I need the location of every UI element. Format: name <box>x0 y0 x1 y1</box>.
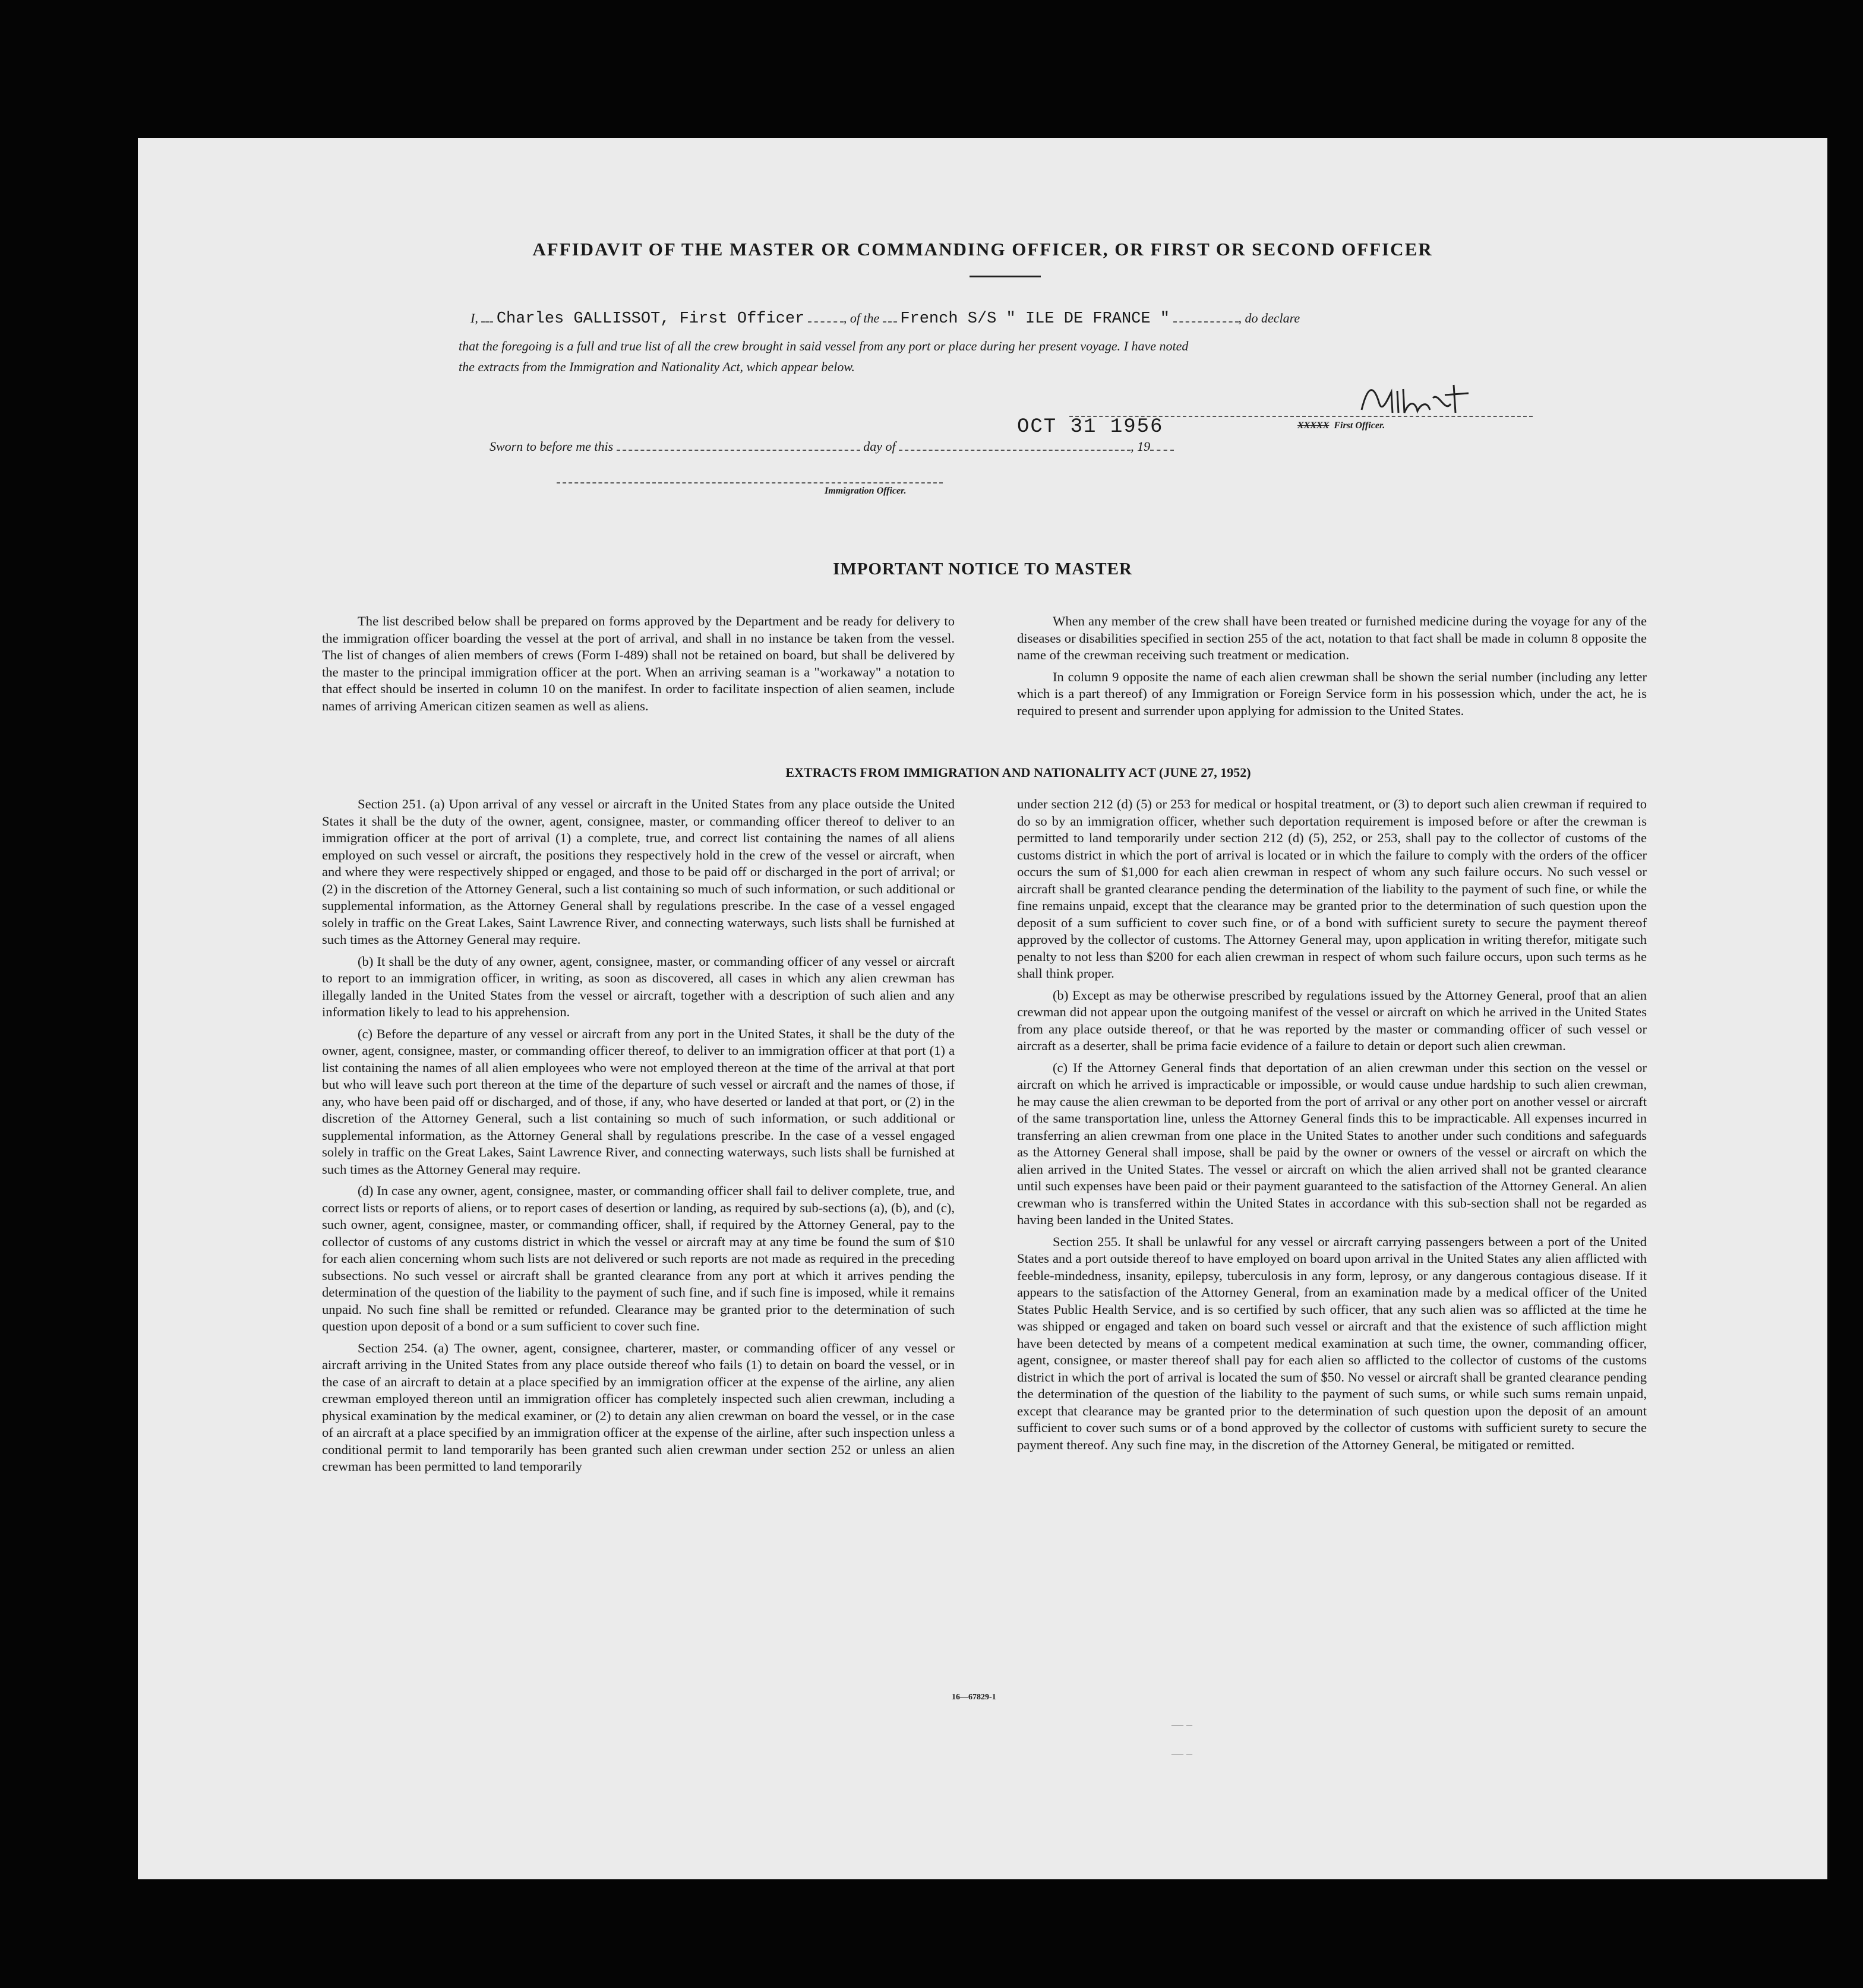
sworn-line <box>490 439 1174 454</box>
section-254-b: (b) Except as may be otherwise prescribed by regulations issued by the Attorney General, proof that an alien crewman did not appear upon the outgoing manifest of the vessel or aircraft on which he arrived in the United States from any place outside thereof, or that he was reported by the master or commanding officer of such vessel or aircraft as a deserter, shall be prima facie evidence of a failure to detain or deport such alien crewman. <box>1017 987 1647 1053</box>
section-254-c: (c) If the Attorney General finds that deportation of an alien crewman under this section on the vessel or aircraft on which he arrived is impracticable or impossible, or would cause undue hardship to such alien crewman, he may cause the alien crewman to be deported from the port of arrival or any other port on another vessel or aircraft of the same transportation line, unless the Attorney General finds this to be impracticable. All expenses incurred in transferring an alien crewman from one place in the United States to another under such conditions and safeguards as the Attorney General shall impose, shall be paid by the owner or owners of the vessel or aircraft on which the alien arrived in the United States. The vessel or aircraft on which the alien arrived shall not be granted clearance until such expenses have been paid or their payment guaranteed to the satisfaction of the Attorney General. An alien crewman who is transferred within the United States in accordance with this sub-section shall not be regarded as having been landed in the United States. <box>1017 1060 1647 1227</box>
scan-marks: –– – <box>1172 1718 1192 1731</box>
first-officer-caption <box>1297 421 1385 431</box>
affidavit-title: AFFIDAVIT OF THE MASTER OR COMMANDING OFFICER, OR FIRST OR SECOND OFFICER <box>532 239 1433 260</box>
of-the-label: , of the <box>843 311 880 325</box>
section-254-a-continued: under section 212 (d) (5) or 253 for medical or hospital treatment, or (3) to deport such alien crewman if required to do so by an immigration officer, whether such deportation requirement is imposed before or after the crewman is permitted to land temporarily under section 212 (d) (5), 252, or 253, shall pay to the collector of customs of the customs district in which the port of arrival is located or in which the failure to comply with the orders of the officer occurs the sum of $1,000 for each alien crewman in respect of whom any such failure occurs. No such vessel or aircraft shall be granted clearance pending the determination of the liability to the payment of such fine, or while the fine remains unpaid, except that the clearance may be granted prior to the determination of such question upon the deposit of a sum sufficient to cover such fine, or of a bond with sufficient surety to secure the payment thereof approved by the collector of customs. The Attorney General may, upon application in writing therefor, mitigate such penalty to not less than $200 for each alien crewman in respect of whom such failure occurs, upon such terms as he shall think proper. <box>1017 797 1647 981</box>
extracts-left-column <box>322 796 955 1480</box>
officer-caption: First Officer. <box>1334 421 1385 431</box>
notice-right-paragraph-1: When any member of the crew shall have been treated or furnished medicine during the voyage for any of the diseases or disabilities specified in section 255 of the act, notation to that fact shall be made in column 8 opposite the name of the crewman receiving such treatment or medication. <box>1017 614 1647 662</box>
sworn-label: Sworn to before me this <box>490 439 614 454</box>
immigration-signature-line <box>557 482 943 483</box>
extracts-right-column <box>1017 796 1647 1458</box>
title-rule <box>970 276 1041 277</box>
notice-right-column <box>1017 613 1647 724</box>
vessel-name-field: French S/S " ILE DE FRANCE " <box>900 310 1170 328</box>
year-label: , 19 <box>1131 439 1151 454</box>
date-stamp: OCT 31 1956 <box>1017 416 1164 438</box>
notice-left-column <box>322 613 955 719</box>
day-of-label: day of <box>863 439 896 454</box>
handwritten-signature <box>1356 380 1498 422</box>
section-251-b: (b) It shall be the duty of any owner, agent, consignee, master, or commanding officer of any vessel or aircraft to report to an immigration officer, in writing, as soon as discovered, all cases in which any alien crewman has illegally landed in the United States from the vessel or aircraft, together with a description of such alien and any information likely to lead to his apprehension. <box>322 953 955 1019</box>
officer-name-field: Charles GALLISSOT, First Officer <box>496 310 805 328</box>
declaration-line-1 <box>471 310 1300 328</box>
section-251-c: (c) Before the departure of any vessel or aircraft from any port in the United States, it shall be the duty of the owner, agent, consignee, master, or commanding officer thereof, to deliver to an immigration officer at that port (1) a list containing the names of all alien employees who were not employed thereon at the time of the arrival at that port but who will leave such port thereon at the time of the departure of such vessel or aircraft and the names of those, if any, who have been paid off or discharged, and of those, if any, who have deserted or landed at that port, or (2) in the discretion of the Attorney General, such a list containing so much of such information, or such additional or supplemental information, as the Attorney General shall by regulations prescribe. In the case of a vessel engaged solely in traffic on the Great Lakes, Saint Lawrence River, and connecting waterways, such lists shall be furnished at such times as the Attorney General may require. <box>322 1026 955 1177</box>
section-254-a: Section 254. (a) The owner, agent, consignee, charterer, master, or commanding officer of any vessel or aircraft arriving in the United States from any place outside thereof who fails (1) to detain on board the vessel, or in the case of an aircraft to detain at a place specified by an immigration officer at the expense of the airline, any alien crewman employed thereon until an immigration officer has completely inspected such alien crewman, including a physical examination by the medical examiner, or (2) to detain any alien crewman on board the vessel, or in the case of an aircraft at a place specified by an immigration officer at the expense of the airline, after such inspection unless a conditional permit to land temporarily has been granted such alien crewman under section 252 or unless an alien crewman has been permitted to land temporarily <box>322 1340 955 1474</box>
struck-title: XXXXX <box>1297 421 1330 431</box>
immigration-officer-caption: Immigration Officer. <box>825 486 907 496</box>
i-label: I, <box>471 311 478 325</box>
scan-marks: –– – <box>1172 1747 1192 1761</box>
notice-left-paragraph: The list described below shall be prepared on forms approved by the Department and be ready for delivery to the immigration officer boarding the vessel at the port of arrival, and shall in no instance be taken from the vessel. The list of changes of alien members of crews (Form I-489) shall not be retained on board, but shall be delivered by the master to the principal immigration officer at the port. When an arriving seaman is a "workaway" a notation to that effect should be inserted in column 10 on the manifest. In order to facilitate inspection of alien seamen, include names of arriving American citizen seamen as well as aliens. <box>322 614 955 713</box>
notice-heading: IMPORTANT NOTICE TO MASTER <box>833 560 1132 579</box>
declaration-line-3: the extracts from the Immigration and Nationality Act, which appear below. <box>459 359 855 374</box>
declaration-line-2: that the foregoing is a full and true list of all the crew brought in said vessel from any port or place during her present voyage. I have noted <box>459 339 1189 353</box>
document-sheet <box>138 138 1827 1879</box>
do-declare-label: , do declare <box>1238 311 1300 325</box>
extracts-heading: EXTRACTS FROM IMMIGRATION AND NATIONALITY ACT (JUNE 27, 1952) <box>785 765 1251 780</box>
section-251-a: Section 251. (a) Upon arrival of any vessel or aircraft in the United States from any place outside the United States it shall be the duty of the owner, agent, consignee, master, or commanding officer thereof to deliver to an immigration officer at the port of arrival (1) a complete, true, and correct list containing the names of all aliens employed on such vessel or aircraft, the positions they respectively hold in the crew of the vessel or aircraft, when and where they were respectively shipped or engaged, and those to be paid off or discharged in the port of arrival; or (2) in the discretion of the Attorney General, such a list containing so much of such information, or such additional or supplemental information, as the Attorney General shall by regulations prescribe. In the case of a vessel engaged solely in traffic on the Great Lakes, Saint Lawrence River, and connecting waterways, such lists shall be furnished at such times as the Attorney General may require. <box>322 797 955 947</box>
form-code: 16—67829-1 <box>952 1693 996 1702</box>
notice-right-paragraph-2: In column 9 opposite the name of each alien crewman shall be shown the serial number (including any letter which is a part thereof) of any Immigration or Foreign Service form in his possession which, under the act, he is required to present and surrender upon applying for admission to the United States. <box>1017 669 1647 718</box>
section-251-d: (d) In case any owner, agent, consignee, master, or commanding officer shall fail to deliver complete, true, and correct lists or reports of aliens, or to report cases of desertion or landing, as required by sub-sections (a), (b), and (c), such owner, agent, consignee, master, or commanding officer, shall, if required by the Attorney General, pay to the collector of customs of any customs district in which the vessel or aircraft may at any time be found the sum of $10 for each alien concerning whom such lists are not delivered or such reports are not made as required in the preceding subsections. No such vessel or aircraft shall be granted clearance from any port at which it arrives pending the determination of the question of the liability to the payment of such fine, and if such fine is imposed, while it remains unpaid. No such fine shall be remitted or refunded. Clearance may be granted prior to the determination of such question upon deposit of a bond or a sum sufficient to cover such fine. <box>322 1183 955 1333</box>
section-255: Section 255. It shall be unlawful for any vessel or aircraft carrying passengers between a port of the United States and a port outside thereof to have employed on board upon arrival in the United States any alien afflicted with feeble-mindedness, insanity, epilepsy, tuberculosis in any form, leprosy, or any dangerous contagious disease. If it appears to the satisfaction of the Attorney General, from an examination made by a medical officer of the United States Public Health Service, and is so certified by such officer, that any such alien was so afflicted at the time he was shipped or engaged and taken on board such vessel or aircraft and that the existence of such affliction might have been detected by means of a competent medical examination at such time, the owner, commanding officer, agent, consignee, or master thereof shall pay for each alien so afflicted to the collector of customs of the customs district in which the port of arrival is located the sum of $50. No vessel or aircraft shall be granted clearance pending the determination of the question of the liability to the payment of such sums, or while such sums remain unpaid, except that clearance may be granted prior to the determination of such question upon the deposit of an amount sufficient to cover such sums or of a bond approved by the collector of customs with sufficient surety to secure the payment thereof. Any such fine may, in the discretion of the Attorney General, be mitigated or remitted. <box>1017 1234 1647 1452</box>
